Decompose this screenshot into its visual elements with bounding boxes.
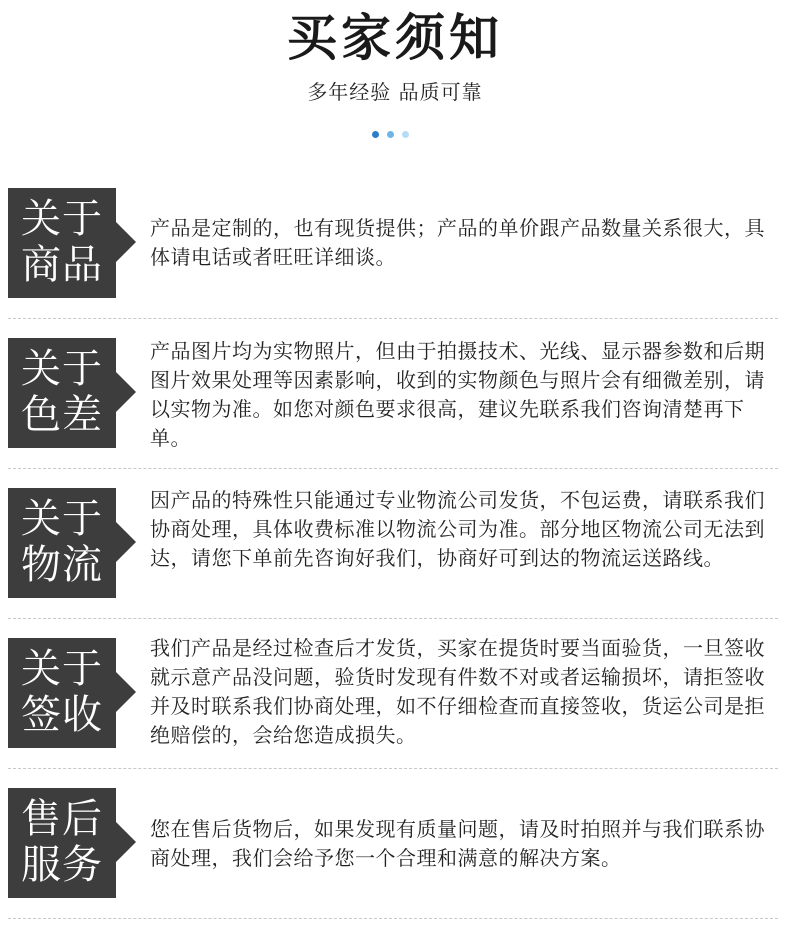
section-color-difference [0,338,790,468]
badge-line-2: 签收 [21,692,103,738]
section-logistics [0,488,790,618]
decorative-dots [372,131,417,139]
divider [8,468,778,469]
section-badge [8,788,116,898]
section-badge [8,338,116,448]
section-text: 我们产品是经过检查后才发货，买家在提货时要当面验货，一旦签收就示意产品没问题，验货时发现有件数不对或者运输损坏，请拒签收并及时联系我们协商处理，如不仔细检查而直接签收，货运公司是拒绝赔偿的，会给您造成损失。 [150,636,765,747]
badge-line-1: 关于 [21,496,103,542]
divider [8,318,778,319]
dot-icon [387,131,394,138]
header [0,0,790,160]
divider [8,918,778,919]
dot-icon [402,131,409,138]
section-product [0,188,790,318]
badge-line-1: 关于 [21,346,103,392]
badge-line-2: 服务 [21,842,103,888]
dot-icon [372,131,379,138]
badge-line-1: 关于 [21,196,103,242]
badge-line-1: 关于 [21,646,103,692]
badge-line-1: 售后 [21,796,103,842]
section-after-sales [0,788,790,918]
section-signing [0,638,790,768]
badge-line-2: 色差 [21,392,103,438]
divider [8,768,778,769]
page-subtitle: 多年经验 品质可靠 [307,80,483,104]
section-text: 产品图片均为实物照片，但由于拍摄技术、光线、显示器参数和后期图片效果处理等因素影响，收到的实物颜色与照片会有细微差别，请以实物为准。如您对颜色要求很高，建议先联系我们咨询清楚再下单。 [150,339,765,450]
section-text: 因产品的特殊性只能通过专业物流公司发货，不包运费，请联系我们协商处理，具体收费标准以物流公司为准。部分地区物流公司无法到达，请您下单前先咨询好我们，协商好可到达的物流运送路线。 [150,488,765,570]
badge-line-2: 物流 [21,542,103,588]
section-badge [8,488,116,598]
section-badge [8,188,116,298]
section-badge [8,638,116,748]
page-title: 买家须知 [287,9,503,67]
section-text: 您在售后货物后，如果发现有质量问题，请及时拍照并与我们联系协商处理，我们会给予您一个合理和满意的解决方案。 [150,817,765,870]
divider [8,618,778,619]
badge-line-2: 商品 [21,242,103,288]
section-text: 产品是定制的，也有现货提供；产品的单价跟产品数量关系很大，具体请电话或者旺旺详细谈。 [150,216,765,269]
